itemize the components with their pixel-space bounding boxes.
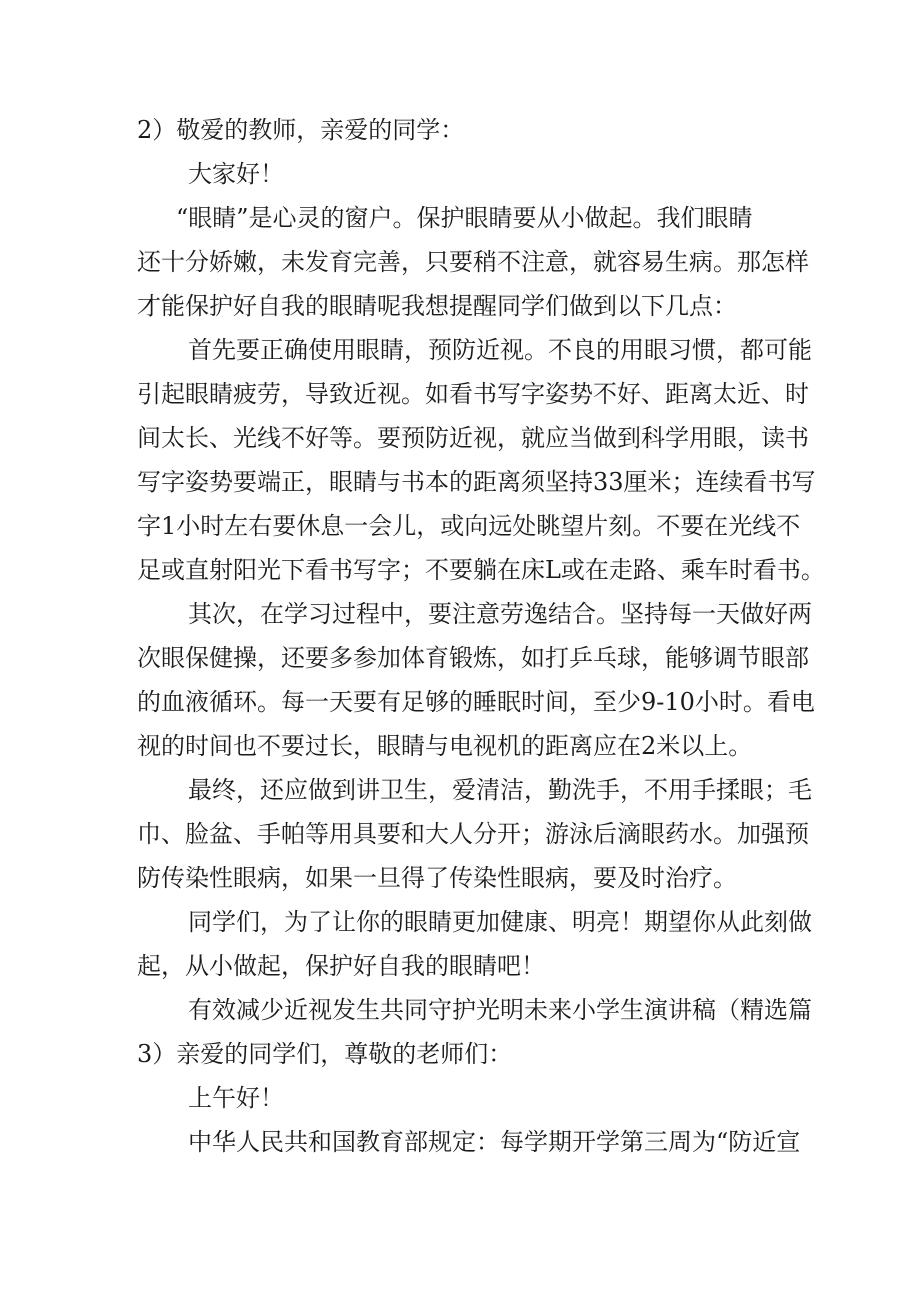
text-line-1: 2）敬爱的教师，亲爱的同学： <box>137 116 465 144</box>
text-line-23: 上午好！ <box>188 1084 284 1112</box>
text-line-4: 还十分娇嫩，未发育完善，只要稍不注意，就容易生病。那怎样 <box>137 248 809 276</box>
text-line-15: 视的时间也不要过长，眼睛与电视机的距离应在2米以上。 <box>137 732 753 760</box>
text-line-12: 其次，在学习过程中，要注意劳逸结合。坚持每一天做好两 <box>188 600 812 628</box>
text-line-21: 有效减少近视发生共同守护光明未来小学生演讲稿（精选篇 <box>188 996 812 1024</box>
text-line-3: “眼睛”是心灵的窗户。保护眼睛要从小做起。我们眼睛 <box>176 204 753 232</box>
text-line-17: 巾、脸盆、手帕等用具要和大人分开；游泳后滴眼药水。加强预 <box>137 820 809 848</box>
text-line-24: 中华人民共和国教育部规定：每学期开学第三周为“防近宣 <box>188 1128 801 1156</box>
text-line-19: 同学们，为了让你的眼睛更加健康、明亮！期望你从此刻做 <box>188 908 812 936</box>
text-line-7: 引起眼睛疲劳，导致近视。如看书写字姿势不好、距离太近、时 <box>137 380 809 408</box>
text-line-2: 大家好！ <box>188 160 284 188</box>
text-line-22: 3）亲爱的同学们，尊敬的老师们： <box>137 1040 513 1068</box>
text-line-13: 次眼保健操，还要多参加体育锻炼，如打乒乓球，能够调节眼部 <box>137 644 809 672</box>
text-line-6: 首先要正确使用眼睛，预防近视。不良的用眼习惯，都可能 <box>188 336 812 364</box>
text-line-11: 足或直射阳光下看书写字；不要躺在床L或在走路、乘车时看书。 <box>137 556 825 584</box>
text-line-10: 字1小时左右要休息一会儿，或向远处眺望片刻。不要在光线不 <box>137 512 801 540</box>
text-line-16: 最终，还应做到讲卫生，爱清洁，勤洗手，不用手揉眼；毛 <box>188 776 812 804</box>
text-line-9: 写字姿势要端正，眼睛与书本的距离须坚持33厘米；连续看书写 <box>137 468 816 496</box>
text-line-18: 防传染性眼病，如果一旦得了传染性眼病，要及时治疗。 <box>137 864 737 892</box>
text-line-8: 间太长、光线不好等。要预防近视，就应当做到科学用眼，读书 <box>137 424 809 452</box>
text-line-20: 起，从小做起，保护好自我的眼睛吧！ <box>137 952 545 980</box>
text-line-14: 的血液循环。每一天要有足够的睡眠时间，至少9-10小时。看电 <box>137 688 815 716</box>
text-line-5: 才能保护好自我的眼睛呢我想提醒同学们做到以下几点： <box>137 292 737 320</box>
